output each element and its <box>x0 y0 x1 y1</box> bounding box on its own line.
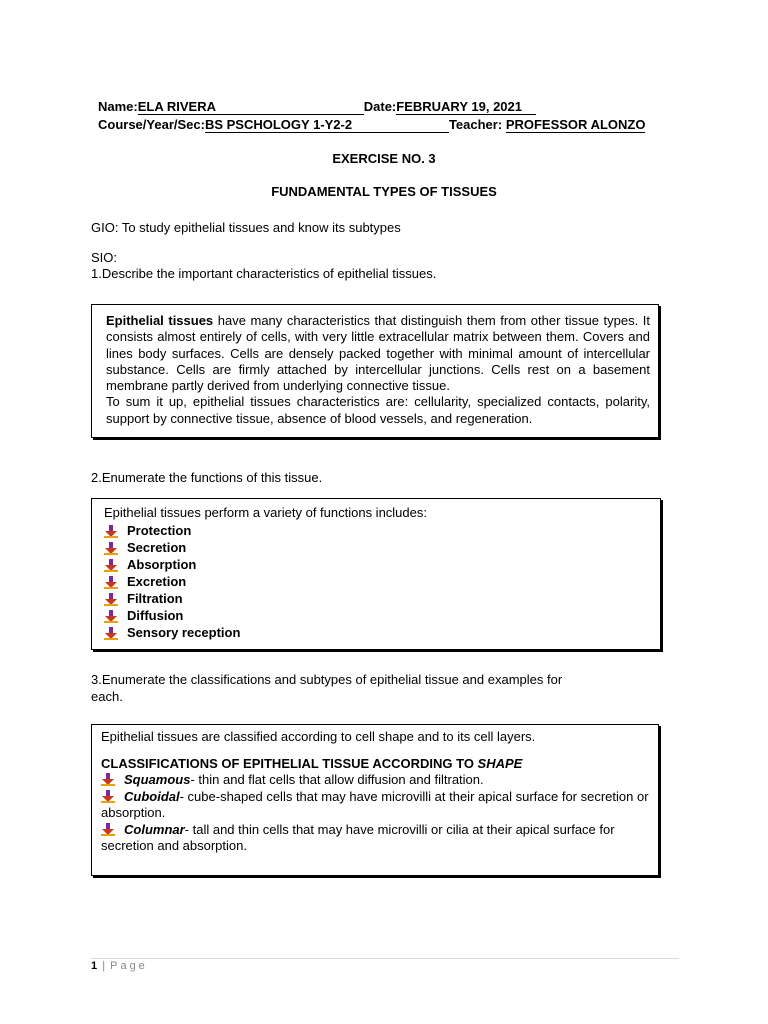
function-item <box>104 539 650 556</box>
function-item <box>104 573 650 590</box>
classification-desc: - tall and thin cells that may have microvilli or cilia at their apical surface for secretion and absorption. <box>101 821 615 853</box>
date-value <box>396 99 536 115</box>
name-value <box>138 99 364 115</box>
date-label: Date: <box>363 99 397 114</box>
classifications-box <box>91 724 659 876</box>
classification-term: Cuboidal <box>124 788 180 804</box>
course-value <box>205 117 449 133</box>
arrow-bullet-icon <box>104 542 118 554</box>
arrow-bullet-icon <box>104 525 118 537</box>
classification-term: Squamous <box>124 772 191 787</box>
name-row <box>98 99 536 117</box>
course-label: Course/Year/Sec: <box>98 117 205 132</box>
classifications-heading <box>101 756 650 772</box>
page-word: Page <box>110 960 148 972</box>
functions-intro: Epithelial tissues perform a variety of functions includes: <box>104 505 427 520</box>
function-item <box>104 624 650 641</box>
arrow-bullet-icon <box>104 559 118 571</box>
function-label: Absorption <box>127 557 197 572</box>
teacher-label: Teacher: <box>448 117 503 132</box>
course-value-text: BS PSCHOLOGY 1-Y2-2 <box>204 117 353 132</box>
function-item <box>104 522 650 539</box>
characteristics-paragraph <box>106 313 650 394</box>
footer-divider <box>91 958 679 959</box>
date-value-text: FEBRUARY 19, 2021 <box>396 99 522 114</box>
classifications-heading-text: CLASSIFICATIONS OF EPITHELIAL TISSUE ACCORDING TO <box>101 756 478 771</box>
classifications-intro: Epithelial tissues are classified according to cell shape and to its cell layers. <box>101 729 536 744</box>
question-1: 1.Describe the important characteristics of epithelial tissues. <box>91 266 437 281</box>
function-label: Excretion <box>127 574 187 589</box>
arrow-bullet-icon <box>104 576 118 588</box>
question-2: 2.Enumerate the functions of this tissue. <box>91 470 323 485</box>
classification-item <box>101 822 650 855</box>
classification-item <box>101 772 650 789</box>
question-3-line-2: each. <box>91 689 123 704</box>
topic-title: FUNDAMENTAL TYPES OF TISSUES <box>271 184 497 199</box>
arrow-bullet-icon <box>104 593 118 605</box>
function-label: Secretion <box>127 540 187 555</box>
characteristics-lead: Epithelial tissues <box>106 313 214 328</box>
classification-item <box>101 789 650 822</box>
classifications-heading-emphasis: SHAPE <box>477 756 523 771</box>
function-label: Protection <box>127 523 192 538</box>
teacher-value: PROFESSOR ALONZO <box>505 117 646 132</box>
arrow-bullet-icon <box>104 627 118 639</box>
classification-desc: - cube-shaped cells that may have microvilli at their apical surface for secretion or absorption. <box>101 788 649 820</box>
characteristics-body: have many characteristics that distinguish them from other tissue types. It consists almost entirely of cells, with very little extracellular matrix between them. Covers and lines body surfaces. Cells are densely packed together with minimal amount of intercellular substance. Cells are firmly attached by intercellular junctions. Cells rest on a basement membrane partly derived from underlying connective tissue. <box>106 313 651 394</box>
function-item <box>104 590 650 607</box>
function-item <box>104 556 650 573</box>
arrow-bullet-icon <box>101 823 115 835</box>
characteristics-summary: To sum it up, epithelial tissues characteristics are: cellularity, specialized contacts, polarity, support by connective tissue, absence of blood vessels, and regeneration. <box>106 394 650 426</box>
classification-desc: - thin and flat cells that allow diffusion and filtration. <box>190 772 484 787</box>
course-row <box>98 117 645 135</box>
name-label: Name: <box>98 99 138 114</box>
name-value-text: ELA RIVERA <box>137 99 216 114</box>
page-number: 1 <box>91 960 99 972</box>
sio-label: SIO: <box>91 250 118 265</box>
function-label: Filtration <box>127 591 183 606</box>
page-footer <box>91 960 148 972</box>
characteristics-box <box>91 304 659 438</box>
functions-box <box>91 498 661 650</box>
functions-list <box>104 522 650 641</box>
classification-term: Columnar <box>124 821 185 837</box>
function-label: Sensory reception <box>127 625 241 640</box>
arrow-bullet-icon <box>104 610 118 622</box>
question-3-line-1: 3.Enumerate the classifications and subtypes of epithelial tissue and examples for <box>91 672 563 687</box>
arrow-bullet-icon <box>101 773 115 785</box>
arrow-bullet-icon <box>101 790 115 802</box>
exercise-title: EXERCISE NO. 3 <box>332 151 436 166</box>
footer-separator: | <box>102 960 107 972</box>
gio-text: GIO: To study epithelial tissues and know its subtypes <box>91 220 401 235</box>
function-item <box>104 607 650 624</box>
function-label: Diffusion <box>127 608 184 623</box>
